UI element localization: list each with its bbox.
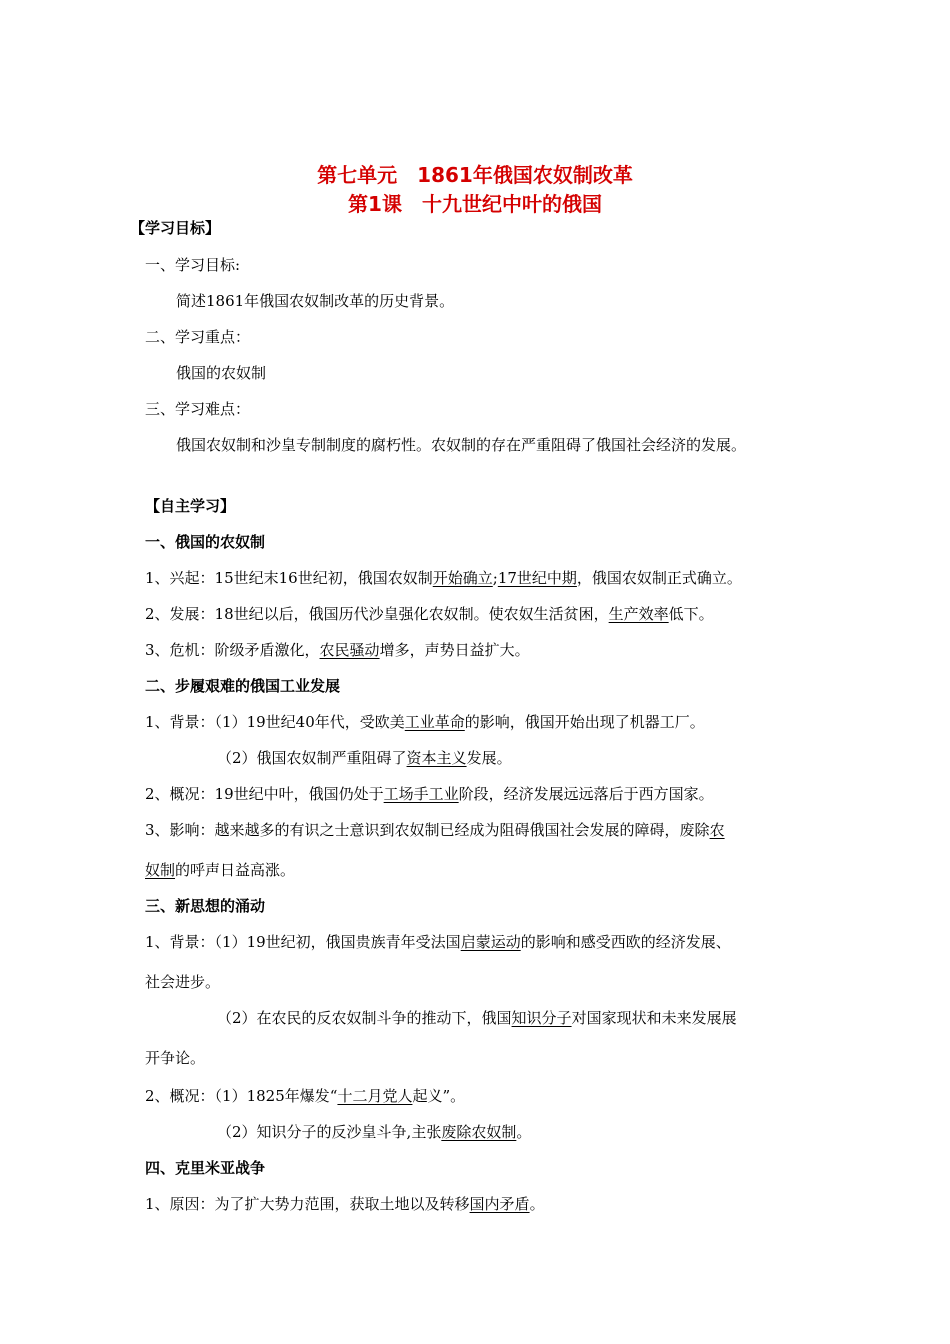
text-line: 1、兴起：15世纪末16世纪初，俄国农奴制开始确立;17世纪中期，俄国农奴制正式确立。 <box>145 569 742 587</box>
section-heading: 二、步履艰难的俄国工业发展 <box>145 677 341 695</box>
lesson-title: 第1课 十九世纪中叶的俄国 <box>348 192 602 216</box>
self-study-header: 【自主学习】 <box>145 497 236 515</box>
key-term: 奴制 <box>145 861 176 879</box>
text-line: 3、影响：越来越多的有识之士意识到农奴制已经成为阻碍俄国社会发展的障碍，废除农 <box>145 821 725 839</box>
objective-label-1: 一、学习目标: <box>145 256 241 274</box>
objective-label-2: 二、学习重点： <box>145 328 251 346</box>
key-term: 工场手工业 <box>383 785 459 803</box>
section-heading: 四、克里米亚战争 <box>145 1159 266 1177</box>
text-line: 奴制的呼声日益高涨。 <box>145 861 296 879</box>
key-term: 开始确立 <box>432 569 493 587</box>
text-line: 2、发展：18世纪以后，俄国历代沙皇强化农奴制。使农奴生活贫困，生产效率低下。 <box>145 605 714 623</box>
text-line: （2）知识分子的反沙皇斗争,主张废除农奴制。 <box>217 1123 532 1141</box>
text-line: （2）俄国农奴制严重阻碍了资本主义发展。 <box>217 749 512 767</box>
key-term: 工业革命 <box>404 713 465 731</box>
key-term: 国内矛盾 <box>469 1195 530 1213</box>
text-line: 开争论。 <box>145 1049 206 1067</box>
section-heading: 一、俄国的农奴制 <box>145 533 266 551</box>
text-line: 1、原因：为了扩大势力范围，获取土地以及转移国内矛盾。 <box>145 1195 545 1213</box>
objectives-header: 【学习目标】 <box>130 219 221 237</box>
text-line: （2）在农民的反农奴制斗争的推动下，俄国知识分子对国家现状和未来发展展 <box>217 1009 737 1027</box>
objective-text-1: 简述1861年俄国农奴制改革的历史背景。 <box>176 292 455 310</box>
text-line: 2、概况：（1）1825年爆发“十二月党人起义”。 <box>145 1087 466 1105</box>
objective-text-3: 俄国农奴制和沙皇专制制度的腐朽性。农奴制的存在严重阻碍了俄国社会经济的发展。 <box>176 436 747 454</box>
text-line: 1、背景：（1）19世纪40年代，受欧美工业革命的影响，俄国开始出现了机器工厂。 <box>145 713 705 731</box>
key-term: 生产效率 <box>608 605 669 623</box>
text-line: 2、概况：19世纪中叶，俄国仍处于工场手工业阶段，经济发展远远落后于西方国家。 <box>145 785 714 803</box>
text-line: 3、危机：阶级矛盾激化，农民骚动增多，声势日益扩大。 <box>145 641 530 659</box>
section-heading: 三、新思想的涌动 <box>145 897 266 915</box>
key-term: 农民骚动 <box>319 641 380 659</box>
text-line: 社会进步。 <box>145 973 221 991</box>
key-term: 废除农奴制 <box>441 1123 517 1141</box>
key-term: 17世纪中期 <box>497 569 577 587</box>
key-term: 知识分子 <box>511 1009 572 1027</box>
objective-text-2: 俄国的农奴制 <box>176 364 267 382</box>
key-term: 资本主义 <box>406 749 467 767</box>
key-term: 启蒙运动 <box>460 933 521 951</box>
text-line: 1、背景：（1）19世纪初，俄国贵族青年受法国启蒙运动的影响和感受西欧的经济发展、 <box>145 933 731 951</box>
key-term: 十二月党人 <box>337 1087 413 1105</box>
unit-title: 第七单元 1861年俄国农奴制改革 <box>317 163 633 187</box>
objective-label-3: 三、学习难点： <box>145 400 251 418</box>
key-term: 农 <box>709 821 725 839</box>
